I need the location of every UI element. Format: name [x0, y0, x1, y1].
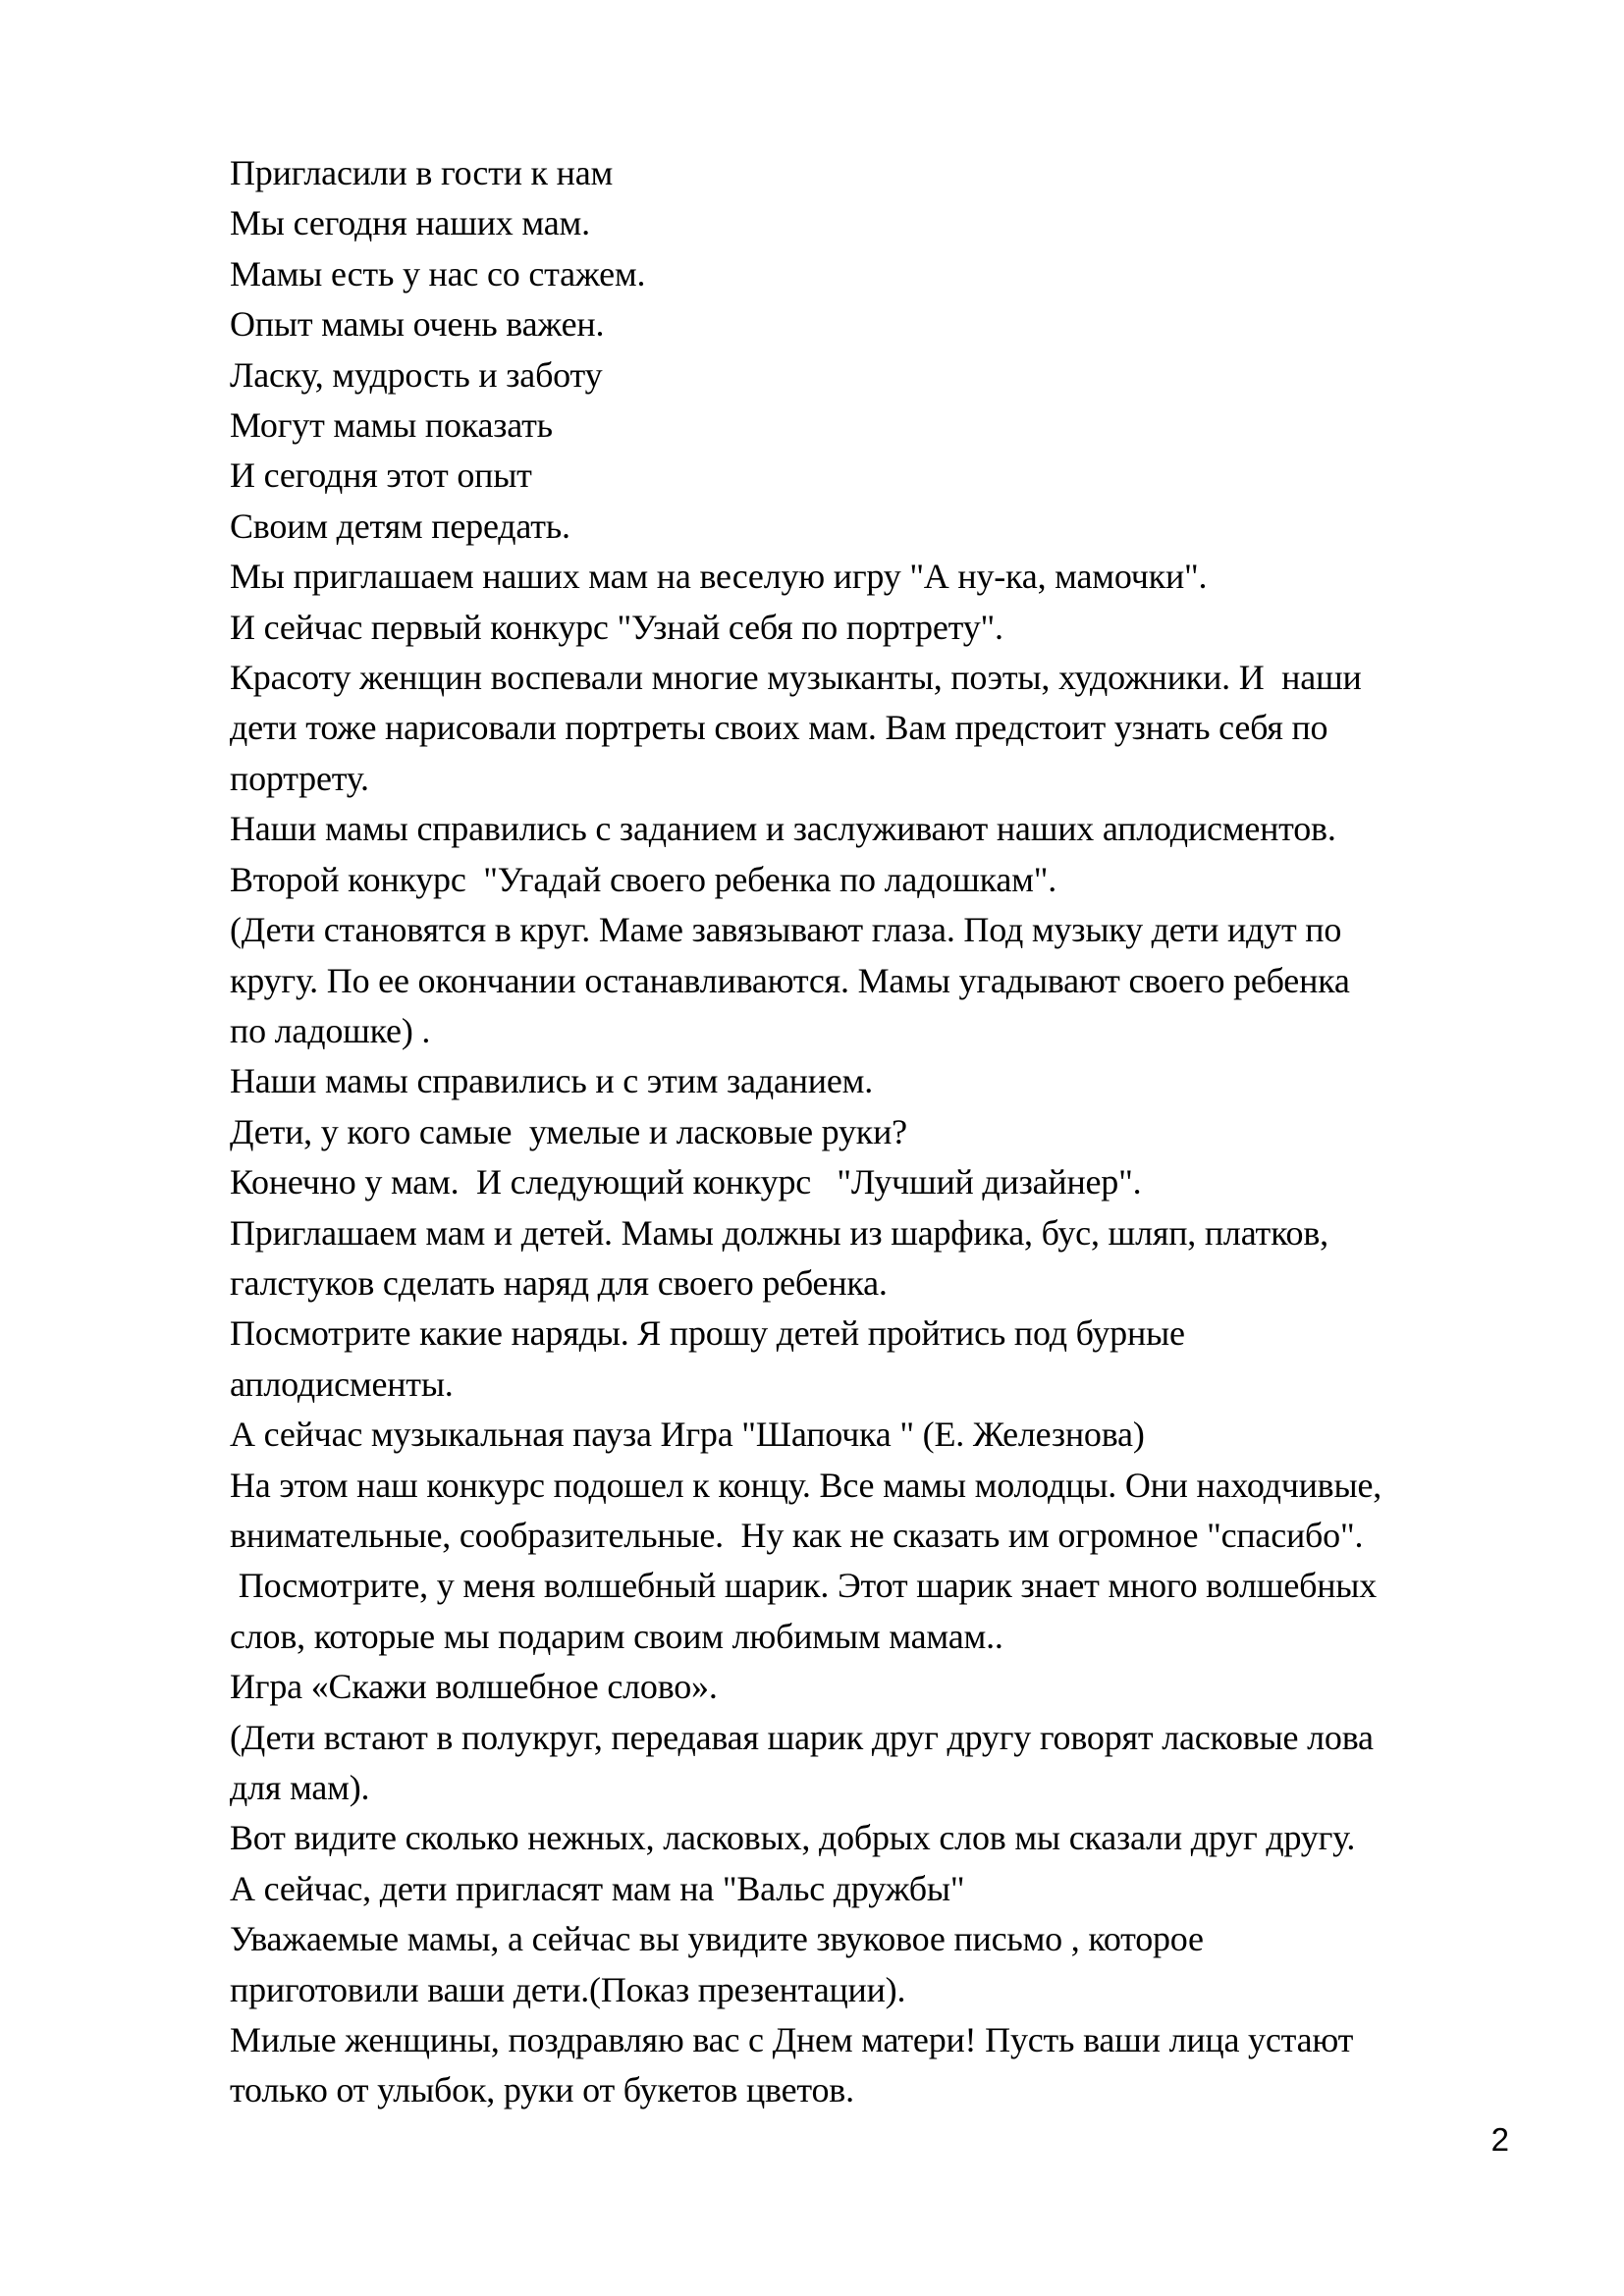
text-line: галстуков сделать наряд для своего ребенка. — [230, 1262, 888, 1303]
text-line: Красоту женщин воспевали многие музыканты, поэты, художники. И наши — [230, 658, 1362, 698]
text-line: Мамы есть у нас со стажем. — [230, 253, 646, 294]
text-line: Конечно у мам. И следующий конкурс "Лучший дизайнер". — [230, 1162, 1142, 1202]
text-line: Приглашаем мам и детей. Мамы должны из шарфика, бус, шляп, платков, — [230, 1212, 1328, 1253]
text-line: кругу. По ее окончании останавливаются. Мамы угадывают своего ребенка — [230, 960, 1350, 1000]
text-line: Наши мамы справились с заданием и заслуживают наших аплодисментов. — [230, 809, 1336, 849]
text-line: аплодисменты. — [230, 1363, 454, 1404]
text-line: Пригласили в гости к нам — [230, 153, 614, 192]
text-line: Могут мамы показать — [230, 405, 553, 446]
text-line: портрету. — [230, 758, 369, 798]
text-line: Своим детям передать. — [230, 506, 570, 546]
text-line: Второй конкурс "Угадай своего ребенка по ладошкам". — [230, 859, 1056, 899]
text-line: И сейчас первый конкурс "Узнай себя по портрету". — [230, 607, 1003, 647]
text-line: Мы сегодня наших мам. — [230, 203, 590, 243]
text-line: Вот видите сколько нежных, ласковых, добрых слов мы сказали друг другу. — [230, 1818, 1356, 1858]
text-line: И сегодня этот опыт — [230, 455, 532, 496]
text-line: Милые женщины, поздравляю вас с Днем матери! Пусть ваши лица устают — [230, 2020, 1354, 2060]
page-number: 2 — [1490, 2121, 1509, 2158]
text-line: (Дети встают в полукруг, передавая шарик друг другу говорят ласковые лова — [230, 1717, 1374, 1757]
text-line: Мы приглашаем наших мам на веселую игру "А ну-ка, мамочки". — [230, 557, 1208, 597]
text-line: А сейчас музыкальная пауза Игра "Шапочка " (Е. Железнова) — [230, 1415, 1145, 1455]
document-body — [230, 148, 1526, 2116]
text-line: Игра «Скажи волшебное слово». — [230, 1667, 718, 1707]
text-line: Посмотрите, у меня волшебный шарик. Этот шарик знает много волшебных — [230, 1566, 1378, 1606]
text-line: приготовили ваши дети.(Показ презентации). — [230, 1969, 906, 2009]
text-line: А сейчас, дети пригласят мам на "Вальс дружбы" — [230, 1868, 965, 1908]
text-line: по ладошке) . — [230, 1010, 431, 1050]
text-line: Дети, у кого самые умелые и ласковые руки? — [230, 1111, 907, 1151]
text-line: Посмотрите какие наряды. Я прошу детей пройтись под бурные — [230, 1313, 1185, 1354]
text-line: для мам). — [230, 1768, 370, 1807]
text-line: Наши мамы справились и с этим заданием. — [230, 1061, 874, 1101]
text-line: внимательные, сообразительные. Ну как не сказать им огромное "спасибо". — [230, 1515, 1364, 1555]
text-line: Опыт мамы очень важен. — [230, 304, 605, 345]
text-line: На этом наш конкурс подошел к концу. Все мамы молодцы. Они находчивые, — [230, 1465, 1382, 1505]
text-line: слов, которые мы подарим своим любимым мамам.. — [230, 1616, 1003, 1656]
text-line: дети тоже нарисовали портреты своих мам. Вам предстоит узнать себя по — [230, 708, 1328, 748]
text-line: только от улыбок, руки от букетов цветов. — [230, 2070, 854, 2110]
text-line: Ласку, мудрость и заботу — [230, 354, 603, 395]
text-line: Уважаемые мамы, а сейчас вы увидите звуковое письмо , которое — [230, 1919, 1204, 1959]
text-line: (Дети становятся в круг. Маме завязывают глаза. Под музыку дети идут по — [230, 910, 1342, 950]
